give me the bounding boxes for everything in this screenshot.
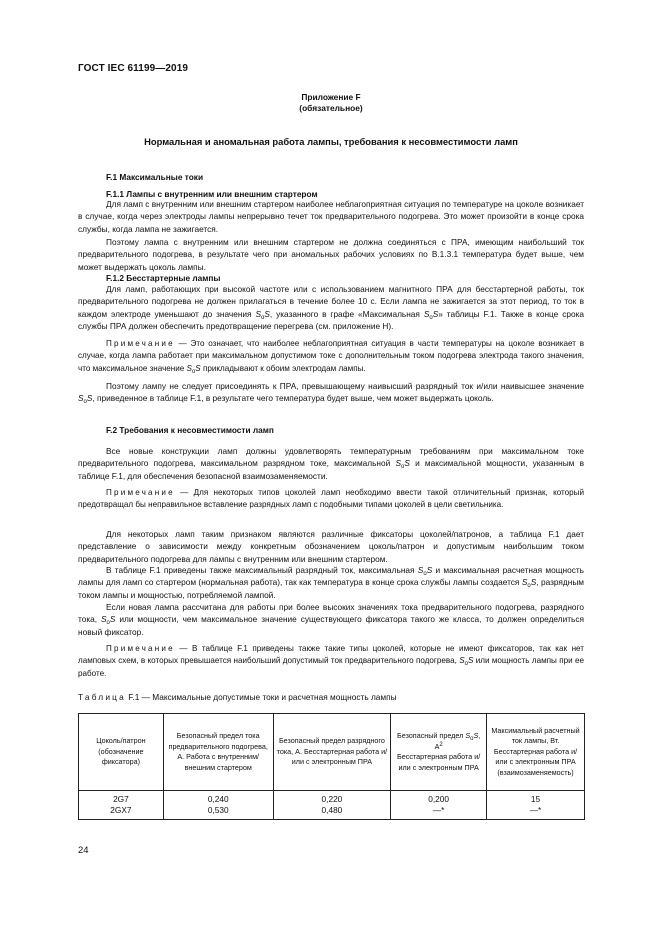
cell-discharge: 0,480 (273, 805, 391, 820)
header-discharge-current: Безопасный предел разрядного тока, А. Бесстартерная работа и/или с электронным ПРА (273, 714, 391, 791)
cell-cap: 2G7 (79, 791, 164, 806)
header-max-power: Максимальный расчетный ток лампы, Вт. Бесстартерная работа и/или с электронным ПРА (взаимозаменяемость) (487, 714, 585, 791)
annex-title: Приложение F (301, 92, 361, 102)
paragraph-f2-1: Все новые конструкции ламп должны удовлетворять температурным требованиям при максимальном токе предварительного подогрева, максимальном разрядном токе, максимальной $S_oS$ и максимальной мощности, указанным в таблице F.1, для обеспечения безопасной взаимозаменяемости. (78, 446, 584, 481)
cell-sos: 0,200 (391, 791, 487, 806)
cell-preheat: 0,240 (163, 791, 273, 806)
header-sos-limit: Безопасный предел $S_oS$, $A^2$ Бесстартерная работа и/или с электронным ПРА (391, 714, 487, 791)
paragraph-f2-4: Если новая лампа рассчитана для работы при более высоких значениях тока предварительного подогрева, разрядного тока, $S_oS$ или мощности, чем максимальное значение существующего фиксатора такого же класса, то должен определиться новый фиксатор. (78, 602, 584, 637)
paragraph-f2-2: Для некоторых ламп таким признаком являются различные фиксаторы цоколей/патронов, а таблица F.1 дает представление о зависимости между конкретным обозначением цоколь/патрон и допустимым наибольшим током предварительного подогрева для лампы с внутренним или внешним стартером. (78, 529, 584, 564)
note-2: Примечание — Для некоторых типов цоколей ламп необходимо ввести такой отличительный признак, который предотвращал бы неправильное вставление разрядных ламп с подобными типами цоколей в цели светильника. (78, 488, 584, 510)
table-header-row (79, 714, 585, 791)
cell-cap: 2GX7 (79, 805, 164, 820)
max-current-table (78, 713, 585, 820)
header-cap-holder: Цоколь/патрон (обозначение фиксатора) (79, 714, 164, 791)
header-preheat-current: Безопасный предел тока предварительного подогрева, А. Работа с внутренним/внешним стартером (163, 714, 273, 791)
cell-discharge: 0,220 (273, 791, 391, 806)
document-header: ГОСТ IEC 61199—2019 (78, 63, 189, 74)
paragraph-f11-1: Для ламп с внутренним или внешним стартером наиболее неблагоприятная ситуация по температуре на цоколе возникает в случае, когда через электроды лампы непрерывно течет ток предварительного подогрева. Это может произойти в конце срока службы, когда лампа не зажигается. (78, 199, 584, 234)
cell-power: —* (487, 805, 585, 820)
cell-preheat: 0,530 (163, 805, 273, 820)
paragraph-f12-1: Для ламп, работающих при высокой частоте или с использованием магнитного ПРА для бесстартерной работы, ток предварительного подогрева не должен прилагаться в течение более 10 с. Если лампа не зажигается за этот период, то ток в каждом электроде уменьшают до значения $S_oS$, указанного в графе «Максимальная $S_oS$» таблицы F.1. Также в конце срока службы ПРА должен обеспечить предотвращение перегрева (см. приложение Н). (78, 284, 584, 331)
table-row (79, 805, 585, 820)
paragraph-f2-3: В таблице F.1 приведены также максимальный разрядный ток, максимальная $S_oS$ и максимальная расчетная мощность лампы для ламп со стартером (нормальная работа), так как температура в конце срока службы лампы создается $S_oS$, разрядным током лампы и мощностью, потребляемой лампой. (78, 565, 584, 600)
page-number: 24 (78, 845, 89, 856)
cell-sos: —* (391, 805, 487, 820)
section-f12-heading: F.1.2 Бесстартерные лампы (106, 273, 221, 283)
section-f1-heading: F.1 Максимальные токи (106, 172, 204, 182)
section-f11-heading: F.1.1 Лампы с внутренним или внешним стартером (106, 189, 318, 199)
section-f2-heading: F.2 Требования к несовместимости ламп (106, 425, 274, 435)
table-caption: Таблица F.1 — Максимальные допустимые токи и расчетная мощность лампы (78, 692, 397, 702)
table-row (79, 791, 585, 806)
cell-power: 15 (487, 791, 585, 806)
paragraph-f12-2: Поэтому лампу не следует присоединять к ПРА, превышающему наивысший разрядный ток и/или наивысшее значение $S_oS$, приведенное в таблице F.1, в результате чего температура будет выше, чем может выдержать цоколь. (78, 381, 584, 406)
paragraph-f11-2: Поэтому лампа с внутренним или внешним стартером не должна соединяться с ПРА, имеющим наибольший ток предварительного подогрева, в результате чего при аномальных рабочих условиях по В.1.3.1 температура будет выше, чем может выдержать цоколь лампы. (78, 237, 584, 272)
note-3: Примечание — В таблице F.1 приведены также такие типы цоколей, которые не имеют фиксаторов, так как нет ламповых схем, в которых превышается наибольший допустимый ток предварительного подогрева, $S_oS$ или мощность лампы при ее работе. (78, 644, 584, 678)
annex-type: (обязательное) (299, 103, 363, 113)
annex-heading: Нормальная и аномальная работа лампы, требования к несовместимости ламп (144, 136, 518, 147)
note-1: Примечание — Это означает, что наиболее неблагоприятная ситуация в части температуры на цоколе возникает в случае, когда лампа работает при максимальном допустимом токе с дополнительным током подогрева электрода такого значения, что максимальное значение $S_oS$ прикладывают к обоим электродам лампы. (78, 339, 584, 375)
